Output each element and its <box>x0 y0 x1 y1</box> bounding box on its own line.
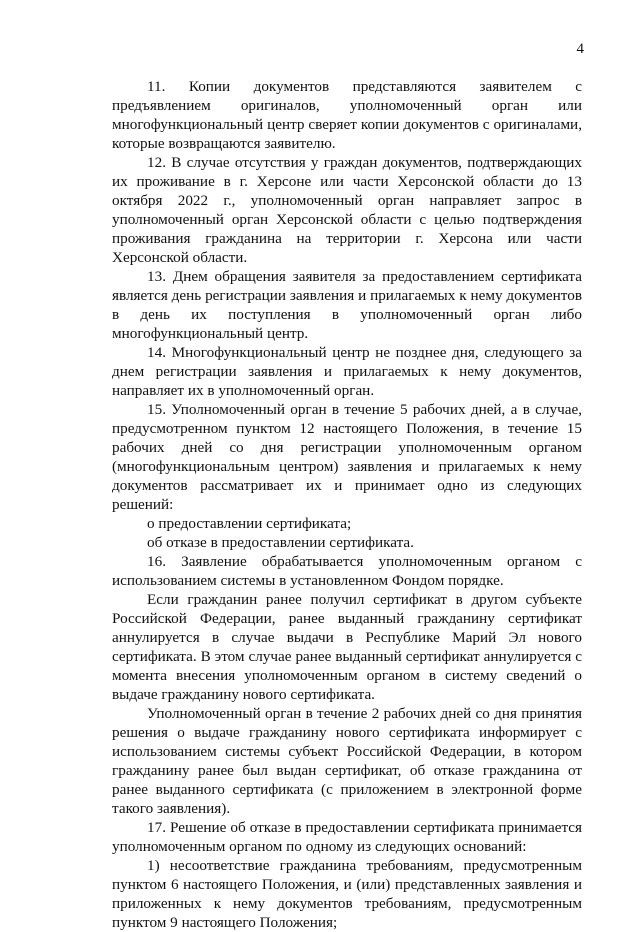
paragraph-12: 12. В случае отсутствия у граждан документов, подтверждающих их проживание в г. Херсоне или части Херсонской области до 13 октября 2022 г., уполномоченный орган направляет запрос в уполномоченный орган Херсонской области с целью подтверждения проживания гражданина на территории г. Херсона или части Херсонской области. <box>112 154 582 266</box>
decision-option-refuse: об отказе в предоставлении сертификата. <box>147 534 414 551</box>
refusal-ground-1: 1) несоответствие гражданина требованиям, предусмотренным пунктом 6 настоящего Положения, и (или) представленных заявления и приложенных к нему документов требованиям, предусмотренным пунктом 9 настоящего Положения; <box>112 857 582 931</box>
paragraph-17: 17. Решение об отказе в предоставлении сертификата принимается уполномоченным органом по одному из следующих оснований: <box>112 819 582 855</box>
paragraph-11: 11. Копии документов представляются заявителем с предъявлением оригиналов, уполномоченный орган или многофункциональный центр сверяет копии документов с оригиналами, которые возвращаются заявителю. <box>112 78 582 152</box>
paragraph-16: 16. Заявление обрабатывается уполномоченным органом с использованием системы в установленном Фондом порядке. <box>112 553 582 589</box>
paragraph-13: 13. Днем обращения заявителя за предоставлением сертификата является день регистрации заявления и прилагаемых к нему документов в день их поступления в уполномоченный орган либо многофункциональный центр. <box>112 268 582 342</box>
paragraph-16-previous-certificate: Если гражданин ранее получил сертификат в другом субъекте Российской Федерации, ранее выданный гражданину сертификат аннулируется в случае выдачи в Республике Марий Эл нового сертификата. В этом случае ранее выданный сертификат аннулируется с момента внесения уполномоченным органом в систему сведений о выдаче гражданину нового сертификата. <box>112 591 582 703</box>
paragraph-14: 14. Многофункциональный центр не позднее дня, следующего за днем регистрации заявления и прилагаемых к нему документов, направляет их в уполномоченный орган. <box>112 344 582 399</box>
page-number: 4 <box>576 41 584 57</box>
paragraph-15: 15. Уполномоченный орган в течение 5 рабочих дней, а в случае, предусмотренном пунктом 12 настоящего Положения, в течение 15 рабочих дней со дня регистрации уполномоченным органом (многофункциональным центром) заявления и прилагаемых к нему документов рассматривает их и принимает одно из следующих решений: <box>112 401 582 513</box>
document-body <box>112 77 582 932</box>
decision-option-grant: о предоставлении сертификата; <box>147 515 352 532</box>
paragraph-16-notification: Уполномоченный орган в течение 2 рабочих дней со дня принятия решения о выдаче гражданину нового сертификата информирует с использованием системы субъект Российской Федерации, в котором гражданину ранее был выдан сертификат, об отказе гражданина от ранее выданного сертификата (с приложением в электронной форме такого заявления). <box>112 705 582 817</box>
